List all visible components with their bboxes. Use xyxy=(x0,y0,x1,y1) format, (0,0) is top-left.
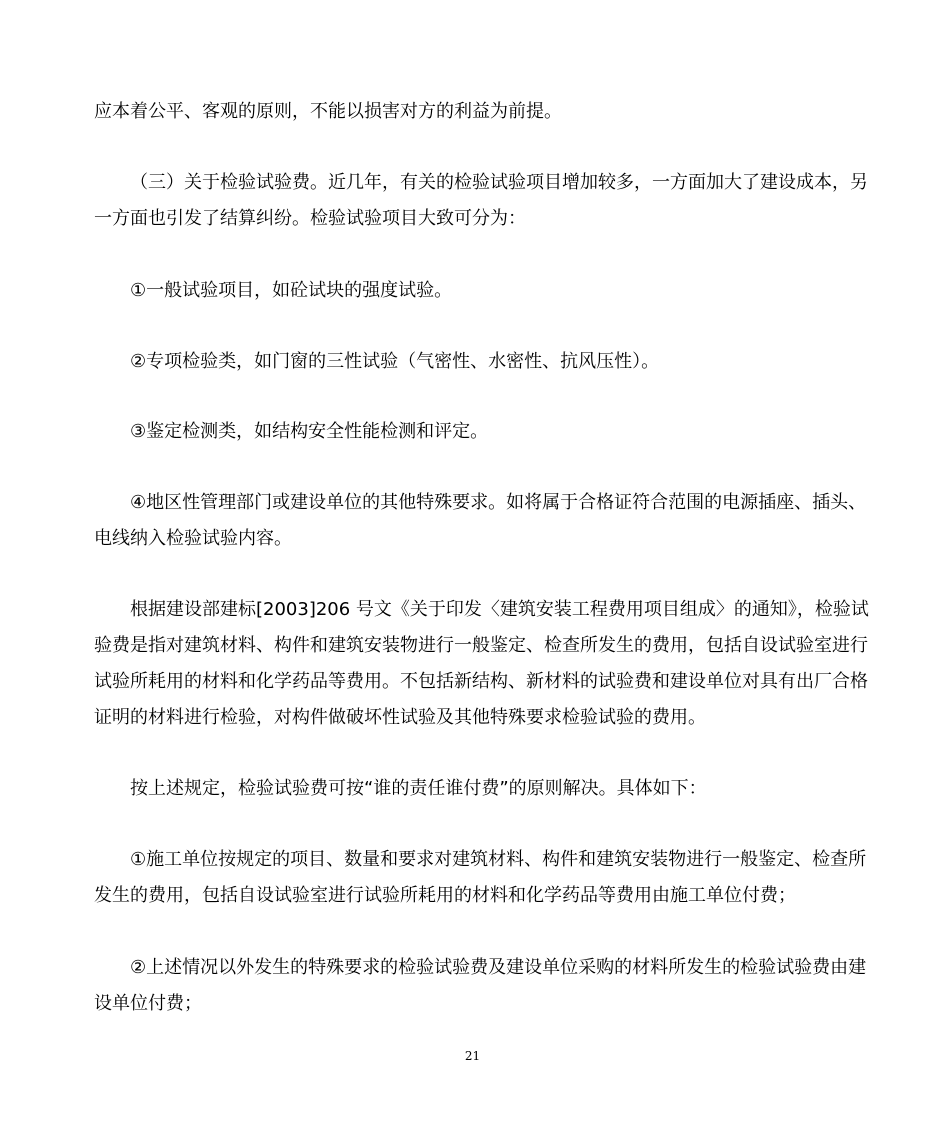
paragraph-inspection-fee-heading: （三）关于检验试验费。近几年，有关的检验试验项目增加较多，一方面加大了建设成本，另一方面也引发了结算纠纷。检验试验项目大致可分为： xyxy=(94,172,868,229)
list-item-regional-requirements: ④地区性管理部门或建设单位的其他特殊要求。如将属于合格证符合范围的电源插座、插头、电线纳入检验试验内容。 xyxy=(94,492,867,549)
list-item-general-test: ①一般试验项目，如砼试块的强度试验。 xyxy=(130,280,453,301)
paragraph-principle: 应本着公平、客观的原则，不能以损害对方的利益为前提。 xyxy=(94,101,562,122)
paragraph-regulation: 根据建设部建标[2003]206 号文《关于印发〈建筑安装工程费用项目组成〉的通知》，检验试验费是指对建筑材料、构件和建筑安装物进行一般鉴定、检查所发生的费用，包括自设试验室进行试验所耗用的材料和化学药品等费用。不包括新结构、新材料的试验费和建设单位对具有出厂合格证明的材料进行检验，对构件做破坏性试验及其他特殊要求检验试验的费用。 xyxy=(94,599,869,728)
list-item-appraisal-testing: ③鉴定检测类，如结构安全性能检测和评定。 xyxy=(130,421,489,442)
list-item-contractor-pays: ①施工单位按规定的项目、数量和要求对建筑材料、构件和建筑安装物进行一般鉴定、检查所发生的费用，包括自设试验室进行试验所耗用的材料和化学药品等费用由施工单位付费； xyxy=(94,849,867,906)
list-item-owner-pays: ②上述情况以外发生的特殊要求的检验试验费及建设单位采购的材料所发生的检验试验费由建设单位付费； xyxy=(94,957,867,1014)
paragraph-who-pays: 按上述规定，检验试验费可按“谁的责任谁付费”的原则解决。具体如下： xyxy=(130,778,707,799)
page-number: 21 xyxy=(464,1049,481,1063)
list-item-special-inspection: ②专项检验类，如门窗的三性试验（气密性、水密性、抗风压性）。 xyxy=(130,351,660,372)
